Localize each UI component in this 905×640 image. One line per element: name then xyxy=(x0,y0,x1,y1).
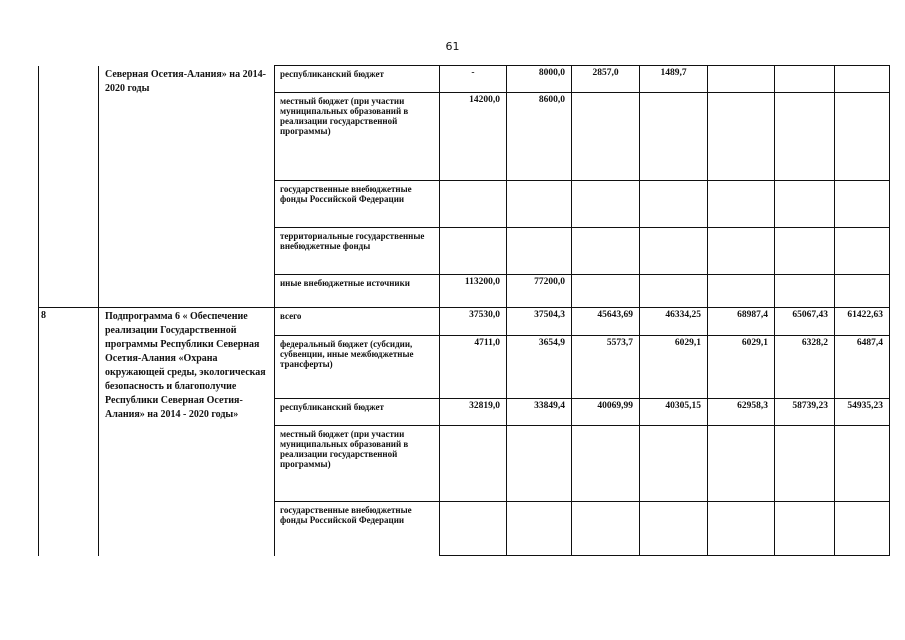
index-cell xyxy=(39,66,99,308)
value-cell: 6487,4 xyxy=(835,336,890,399)
value-cell xyxy=(835,426,890,502)
value-cell: 6328,2 xyxy=(775,336,835,399)
value-cell xyxy=(708,181,775,228)
funding-source-cell: государственные внебюджетные фонды Российской Федерации xyxy=(275,502,440,556)
value-cell xyxy=(708,426,775,502)
program-name-cell: Северная Осетия-Алания» на 2014-2020 годы xyxy=(99,66,275,308)
value-cell: - xyxy=(440,66,507,93)
funding-source-cell: государственные внебюджетные фонды Российской Федерации xyxy=(275,181,440,228)
value-cell: 46334,25 xyxy=(640,308,708,336)
value-cell: 62958,3 xyxy=(708,399,775,426)
value-cell xyxy=(775,228,835,275)
value-cell xyxy=(775,426,835,502)
value-cell xyxy=(440,181,507,228)
value-cell xyxy=(640,502,708,556)
value-cell xyxy=(775,275,835,308)
value-cell: 8600,0 xyxy=(507,93,572,181)
value-cell xyxy=(440,228,507,275)
table-row xyxy=(39,66,890,93)
value-cell: 54935,23 xyxy=(835,399,890,426)
value-cell xyxy=(708,93,775,181)
value-cell xyxy=(572,502,640,556)
value-cell xyxy=(572,181,640,228)
value-cell: 65067,43 xyxy=(775,308,835,336)
value-cell xyxy=(572,228,640,275)
value-cell xyxy=(708,502,775,556)
value-cell xyxy=(775,502,835,556)
value-cell: 8000,0 xyxy=(507,66,572,93)
value-cell xyxy=(440,426,507,502)
value-cell xyxy=(835,66,890,93)
value-cell xyxy=(708,66,775,93)
value-cell: 37504,3 xyxy=(507,308,572,336)
value-cell xyxy=(507,181,572,228)
value-cell xyxy=(572,275,640,308)
value-cell xyxy=(775,181,835,228)
value-cell xyxy=(775,66,835,93)
budget-table xyxy=(38,65,890,556)
value-cell: 1489,7 xyxy=(640,66,708,93)
value-cell: 61422,63 xyxy=(835,308,890,336)
value-cell xyxy=(507,228,572,275)
value-cell xyxy=(775,93,835,181)
value-cell xyxy=(835,228,890,275)
value-cell: 45643,69 xyxy=(572,308,640,336)
value-cell xyxy=(640,93,708,181)
value-cell: 40305,15 xyxy=(640,399,708,426)
value-cell xyxy=(507,426,572,502)
value-cell: 14200,0 xyxy=(440,93,507,181)
funding-source-cell: иные внебюджетные источники xyxy=(275,275,440,308)
value-cell xyxy=(640,426,708,502)
value-cell: 32819,0 xyxy=(440,399,507,426)
value-cell xyxy=(835,93,890,181)
value-cell: 6029,1 xyxy=(708,336,775,399)
value-cell xyxy=(640,275,708,308)
page-number: 61 xyxy=(445,40,460,53)
value-cell xyxy=(440,502,507,556)
value-cell xyxy=(708,275,775,308)
value-cell xyxy=(640,228,708,275)
funding-source-cell: территориальные государственные внебюджетные фонды xyxy=(275,228,440,275)
value-cell: 40069,99 xyxy=(572,399,640,426)
value-cell: 113200,0 xyxy=(440,275,507,308)
value-cell: 37530,0 xyxy=(440,308,507,336)
index-cell: 8 xyxy=(39,308,99,556)
value-cell xyxy=(572,93,640,181)
funding-source-cell: местный бюджет (при участии муниципальных образований в реализации государственной программы) xyxy=(275,93,440,181)
value-cell xyxy=(507,502,572,556)
program-name-cell: Подпрограмма 6 « Обеспечение реализации Государственной программы Республики Северная Осетия-Алания «Охрана окружающей среды, экологическая безопасность и благополучие Республики Северная Осетия-Алания» на 2014 - 2020 годы» xyxy=(99,308,275,556)
funding-source-cell: республиканский бюджет xyxy=(275,399,440,426)
value-cell: 4711,0 xyxy=(440,336,507,399)
value-cell: 77200,0 xyxy=(507,275,572,308)
funding-source-cell: федеральный бюджет (субсидии, субвенции, иные межбюджетные трансферты) xyxy=(275,336,440,399)
value-cell xyxy=(572,426,640,502)
value-cell: 5573,7 xyxy=(572,336,640,399)
value-cell: 58739,23 xyxy=(775,399,835,426)
value-cell xyxy=(835,502,890,556)
table-row xyxy=(39,308,890,336)
value-cell: 33849,4 xyxy=(507,399,572,426)
funding-source-cell: республиканский бюджет xyxy=(275,66,440,93)
value-cell xyxy=(640,181,708,228)
value-cell xyxy=(835,181,890,228)
value-cell: 3654,9 xyxy=(507,336,572,399)
funding-source-cell: всего xyxy=(275,308,440,336)
funding-source-cell: местный бюджет (при участии муниципальных образований в реализации государственной программы) xyxy=(275,426,440,502)
value-cell xyxy=(835,275,890,308)
value-cell: 2857,0 xyxy=(572,66,640,93)
value-cell: 6029,1 xyxy=(640,336,708,399)
value-cell xyxy=(708,228,775,275)
value-cell: 68987,4 xyxy=(708,308,775,336)
budget-table-wrapper xyxy=(38,65,890,556)
